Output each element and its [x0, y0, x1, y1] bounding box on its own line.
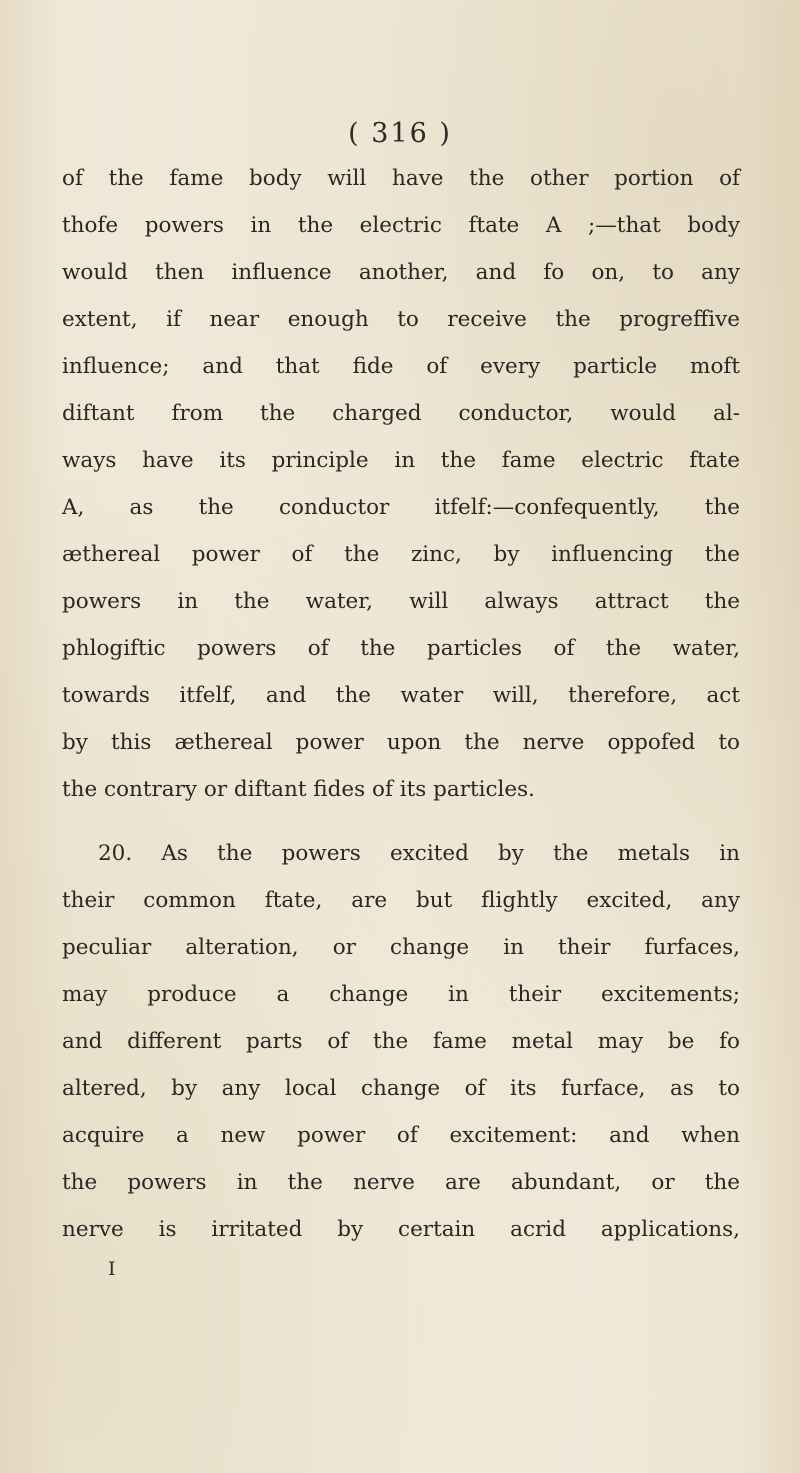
text-line: by this æthereal power upon the nerve oppofed to: [62, 730, 740, 755]
text-line: diftant from the charged conductor, would al-: [62, 401, 740, 426]
text-line: extent, if near enough to receive the progreffive: [62, 307, 740, 332]
text-line: may produce a change in their excitements;: [62, 982, 740, 1007]
text-line: towards itfelf, and the water will, therefore, act: [62, 683, 740, 708]
text-line: ways have its principle in the fame electric ftate: [62, 448, 740, 473]
text-line: thofe powers in the electric ftate A ;—that body: [62, 213, 740, 238]
page-number-header: ( 316 ): [348, 118, 452, 149]
text-line: the contrary or diftant fides of its particles.: [62, 777, 535, 802]
text-line: æthereal power of the zinc, by influencing the: [62, 542, 740, 567]
text-line: peculiar alteration, or change in their furfaces,: [62, 935, 740, 960]
text-line: A, as the conductor itfelf:—confequently, the: [62, 495, 740, 520]
text-line: the powers in the nerve are abundant, or the: [62, 1170, 740, 1195]
text-line: and different parts of the fame metal may be fo: [62, 1029, 740, 1054]
signature-mark: I: [108, 1258, 116, 1280]
text-line: would then influence another, and fo on, to any: [62, 260, 740, 285]
text-line: 20. As the powers excited by the metals in: [98, 841, 740, 866]
text-line: phlogiftic powers of the particles of the water,: [62, 636, 740, 661]
text-line: altered, by any local change of its furface, as to: [62, 1076, 740, 1101]
text-line: influence; and that fide of every particle moft: [62, 354, 740, 379]
text-line: acquire a new power of excitement: and when: [62, 1123, 740, 1148]
text-line: their common ftate, are but flightly excited, any: [62, 888, 740, 913]
text-line: nerve is irritated by certain acrid applications,: [62, 1217, 740, 1242]
text-line: powers in the water, will always attract the: [62, 589, 740, 614]
text-line: of the fame body will have the other portion of: [62, 166, 740, 191]
